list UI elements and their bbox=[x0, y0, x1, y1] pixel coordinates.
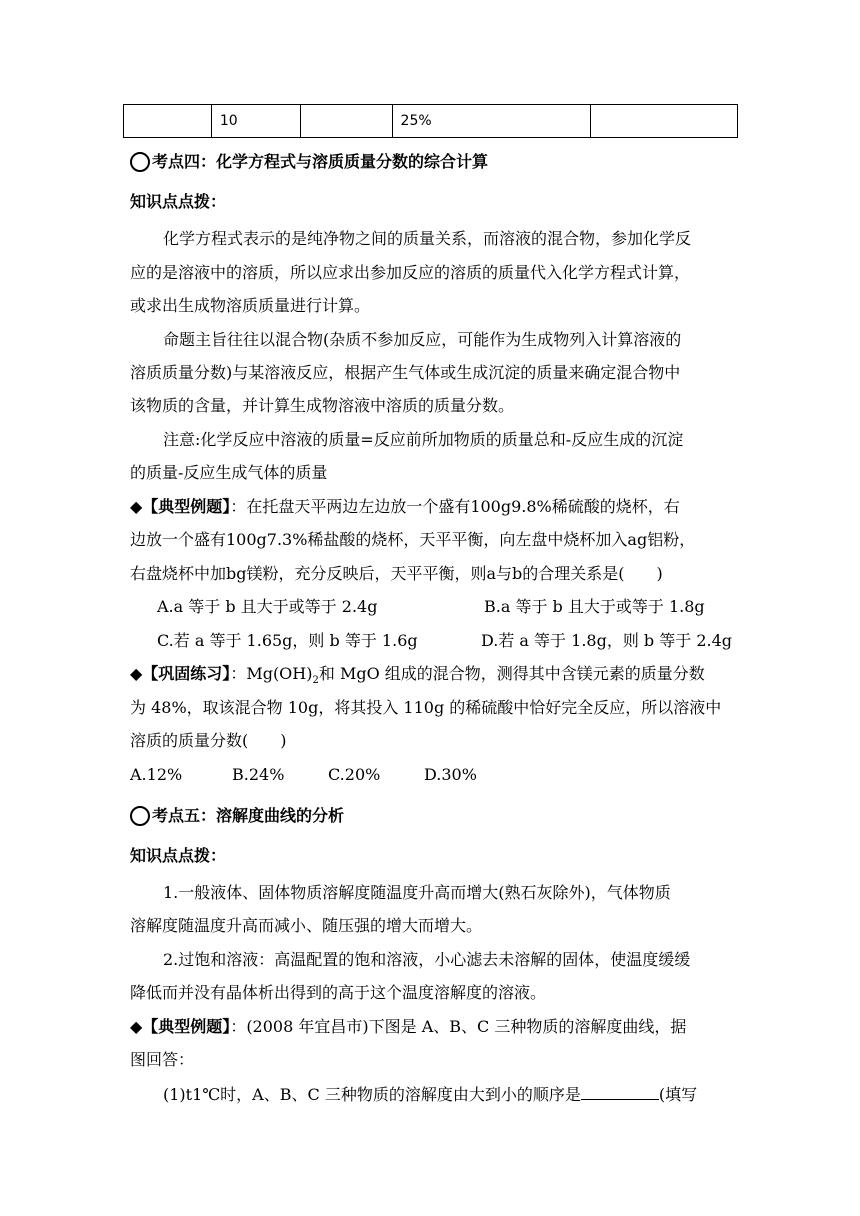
paragraph-line: 降低而并没有晶体析出得到的高于这个温度溶解度的溶液。 bbox=[130, 983, 547, 1002]
question-line bbox=[163, 1083, 697, 1106]
section5-title: 考点五：溶解度曲线的分析 bbox=[152, 806, 345, 825]
table-cell bbox=[300, 105, 392, 138]
paragraph-line: 溶质质量分数)与某溶液反应，根据产生气体或生成沉淀的质量来确定混合物中 bbox=[130, 363, 681, 382]
subscript: 2 bbox=[312, 675, 319, 687]
example-line bbox=[130, 1016, 686, 1038]
practice-line: 溶质的质量分数( ) bbox=[130, 731, 287, 750]
practice-label: ◆【巩固练习】 bbox=[130, 664, 231, 683]
example-line: 边放一个盛有100g7.3%稀盐酸的烧杯，天平平衡，向左盘中烧杯加入ag铝粉， bbox=[130, 530, 696, 549]
example-text: ：在托盘天平两边左边放一个盛有100g9.8%稀硫酸的烧杯，右 bbox=[230, 497, 680, 516]
example-line: 右盘烧杯中加bg镁粉，充分反映后，天平平衡，则a与b的合理关系是( ) bbox=[130, 564, 663, 583]
example-line: 图回答： bbox=[130, 1050, 195, 1069]
table-cell bbox=[124, 105, 212, 138]
section4-title: 考点四：化学方程式与溶质质量分数的综合计算 bbox=[152, 152, 489, 171]
table-row bbox=[124, 105, 738, 138]
table-cell: 25% bbox=[392, 105, 591, 138]
section4-tip-label: 知识点点拨： bbox=[130, 192, 227, 211]
section5-heading bbox=[130, 805, 344, 827]
example-label: ◆【典型例题】 bbox=[130, 497, 231, 516]
question-text: (填写 bbox=[658, 1085, 698, 1104]
practice-text: 和 MgO 组成的混合物，测得其中含镁元素的质量分数 bbox=[318, 664, 705, 683]
practice-option-d: D.30% bbox=[424, 765, 477, 784]
data-table bbox=[123, 104, 738, 138]
paragraph-line: 或求出生成物溶质质量进行计算。 bbox=[130, 296, 371, 315]
example-line bbox=[130, 496, 680, 518]
table-cell: 10 bbox=[211, 105, 300, 138]
practice-option-c: C.20% bbox=[328, 765, 381, 784]
circle-icon bbox=[130, 806, 150, 826]
paragraph-line: 该物质的含量，并计算生成物溶液中溶质的质量分数。 bbox=[130, 396, 515, 415]
paragraph-line: 注意:化学反应中溶液的质量=反应前所加物质的质量总和-反应生成的沉淀 bbox=[163, 430, 684, 449]
option-b: B.a 等于 b 且大于或等于 1.8g bbox=[484, 597, 705, 616]
paragraph-line: 的质量-反应生成气体的质量 bbox=[130, 463, 328, 482]
practice-line bbox=[130, 663, 705, 692]
paragraph-line: 溶解度随温度升高而减小、随压强的增大而增大。 bbox=[130, 916, 483, 935]
practice-line: 为 48%，取该混合物 10g，将其投入 110g 的稀硫酸中恰好完全反应，所以溶液中 bbox=[130, 698, 722, 717]
option-a: A.a 等于 b 且大于或等于 2.4g bbox=[157, 597, 378, 616]
paragraph-line: 1.一般液体、固体物质溶解度随温度升高而增大(熟石灰除外)，气体物质 bbox=[163, 883, 671, 902]
example-text: ：(2008 年宜昌市)下图是 A、B、C 三种物质的溶解度曲线，据 bbox=[230, 1017, 687, 1036]
circle-icon bbox=[130, 152, 150, 172]
option-c: C.若 a 等于 1.65g，则 b 等于 1.6g bbox=[157, 631, 418, 650]
paragraph-line: 命题主旨往往以混合物(杂质不参加反应，可能作为生成物列入计算溶液的 bbox=[163, 330, 682, 349]
question-text: (1)t1℃时，A、B、C 三种物质的溶解度由大到小的顺序是 bbox=[163, 1085, 581, 1104]
section5-tip-label: 知识点点拨： bbox=[130, 846, 227, 865]
practice-option-b: B.24% bbox=[232, 765, 285, 784]
practice-option-a: A.12% bbox=[130, 765, 183, 784]
practice-text: ：Mg(OH) bbox=[230, 664, 313, 683]
option-d: D.若 a 等于 1.8g，则 b 等于 2.4g bbox=[481, 631, 733, 650]
paragraph-line: 2.过饱和溶液：高温配置的饱和溶液，小心滤去未溶解的固体，使温度缓缓 bbox=[163, 950, 691, 969]
answer-blank bbox=[581, 1083, 659, 1100]
example-label: ◆【典型例题】 bbox=[130, 1017, 231, 1036]
paragraph-line: 化学方程式表示的是纯净物之间的质量关系，而溶液的混合物，参加化学反 bbox=[163, 229, 692, 248]
table-cell bbox=[591, 105, 738, 138]
section4-heading bbox=[130, 151, 488, 173]
paragraph-line: 应的是溶液中的溶质，所以应求出参加反应的溶质的质量代入化学方程式计算， bbox=[130, 263, 691, 282]
